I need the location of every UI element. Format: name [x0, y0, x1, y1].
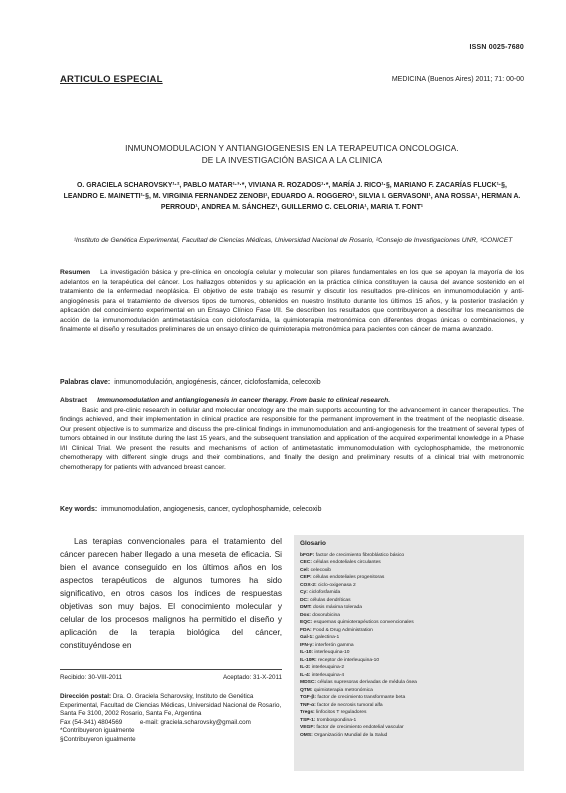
glossary-term: CEP:: [300, 575, 312, 581]
author-list: O. GRACIELA SCHAROVSKY¹·², PABLO MATAR¹·³·*, VIVIANA R. ROZADOS¹·*, MARÍA J. RICO¹·§, MARIANO F. ZACARÍAS FLUCK¹·§, LEANDRO E. MAINETTI¹·§, M. VIRGINIA FERNANDEZ ZENOBI¹, EDUARDO A. ROGGERO¹, SILVIA I. GERVASONI¹, ANA ROSSA¹, HERMAN A. PERROUD¹, ANDREA M. SÁNCHEZ¹, GUILLERMO C. CELORIA¹, MARIA T. FONT¹: [63, 182, 521, 211]
glossary-item: [300, 664, 520, 671]
glossary-term: DMT:: [300, 605, 312, 611]
glossary-item: [300, 567, 520, 574]
glossary-definition: trombospondina-1: [316, 717, 357, 723]
glossary-item: [300, 702, 520, 709]
glossary-definition: células supresoras derivadas de médula ósea: [317, 680, 417, 686]
resumen-text: La investigación básica y pre-clínica en oncología celular y molecular son pilares fundamentales en los que se apoyan la mayoría de los adelantos en la terapéutica del cáncer. Los hallazgos obtenidos y su aplicación en la práctica clínica constituyen la causa del avance sostenido en el tratamiento de la enfermedad neoplásica. El objetivo de este trabajo es resumir y discutir los resultados pre-clínicos en inmunomodulación y anti-angiogénesis para el tratamiento de diversos tipos de tumores, obtenidos en nuestro Instituto durante los últimos 15 años, y la posterior traslación y aplicación del conocimiento experimental en un Ensayo Clínico Fase I/II. Se describen los resultados que contribuyeron a descifrar los mecanismos de acción de la inmunomodulación antimetastásica con ciclofosfamida, la quimioterapia metronómica con diferentes drogas únicas o combinaciones, y finalmente el diseño y resultados preliminares de un ensayo clínico de quimioterapia metronómica para pacientes con cáncer de mama avanzado.: [60, 269, 524, 333]
glossary-term: IFN-γ:: [300, 642, 314, 648]
glossary-term: MDSC:: [300, 680, 317, 686]
key-words-label: Key words:: [60, 506, 98, 513]
glossary-item: [300, 619, 520, 626]
glossary-definition: Food & Drug Administration: [313, 627, 373, 633]
glossary-box: [294, 535, 524, 771]
glossary-definition: interleuquina-10: [314, 650, 350, 656]
glossary-definition: celecoxib: [310, 567, 331, 573]
glossary-item: [300, 709, 520, 716]
glossary-item: [300, 604, 520, 611]
glossary-term: Gal-1:: [300, 635, 314, 641]
glossary-item: [300, 552, 520, 559]
glossary-term: Dox:: [300, 612, 311, 618]
glossary-definition: dosis máxima tolerada: [313, 605, 362, 611]
glossary-definition: esquemas quimioterapéuticos convencionales: [313, 620, 414, 626]
key-words: [60, 505, 524, 515]
glossary-item: [300, 687, 520, 694]
glossary-term: Cy:: [300, 590, 308, 596]
glossary-term: DC:: [300, 597, 309, 603]
glossary-definition: células endoteliales progenitoras: [313, 575, 385, 581]
glossary-term: IL-10:: [300, 650, 314, 656]
glossary-item: [300, 657, 520, 664]
glossary-item: [300, 679, 520, 686]
title-line-1: INMUNOMODULACION Y ANTIANGIOGENESIS EN LA TERAPEUTICA ONCOLOGICA.: [125, 144, 459, 153]
palabras-clave-label: Palabras clave:: [60, 379, 111, 386]
glossary-term: VEGF:: [300, 725, 315, 731]
glossary-item: [300, 694, 520, 701]
article-title: [60, 143, 524, 167]
resumen-block: [60, 268, 524, 335]
email: e-mail: graciela.scharovsky@gmail.com: [139, 718, 251, 726]
glossary-definition: Organización Mundial de la Salud: [314, 732, 388, 738]
section-heading: ARTICULO ESPECIAL: [60, 74, 163, 85]
glossary-item: [300, 642, 520, 649]
body-paragraph: Las terapias convencionales para el tratamiento del cáncer parecen haber llegado a una meseta de eficacia. Si bien el avance conseguido en los últimos años en los aspectos terapéuticos de algunos tumores ha sido significativo, en otros casos los índices de respuestas objetivas son muy bajos. El conocimiento molecular y celular de los procesos malignos ha permitido el diseño y aplicación de la terapia biológica del cáncer, constituyéndose en: [60, 536, 282, 650]
glossary-definition: ciclofosfamida: [309, 590, 341, 596]
glossary-term: FDA:: [300, 627, 312, 633]
glossary-term: Tregs:: [300, 710, 315, 716]
glossary-item: [300, 574, 520, 581]
glossary-definition: receptor de interleuquina-10: [317, 657, 380, 663]
glossary-definition: doxorubicina: [312, 612, 340, 618]
glossary-term: Cel:: [300, 567, 310, 573]
fax: Fax (54-341) 4804569: [60, 718, 123, 726]
glossary-definition: factor de necrosis tumoral alfa: [317, 702, 383, 708]
palabras-clave-text: inmunomodulación, angiogénesis, cáncer, ciclofosfamida, celecoxib: [114, 379, 321, 386]
glossary-definition: interleuquina-4: [311, 672, 345, 678]
glossary-definition: galectina-1: [315, 635, 340, 641]
glossary-item: [300, 732, 520, 739]
glossary-definition: quimioterapia metronómica: [313, 687, 373, 693]
glossary-term: EQC:: [300, 620, 313, 626]
abstract-block: [60, 396, 524, 472]
glossary-item: [300, 559, 520, 566]
glossary-item: [300, 724, 520, 731]
correspondence: [60, 693, 282, 744]
glossary-definition: interferón gamma: [315, 642, 354, 648]
glossary-definition: factor de crecimiento fibroblástico básico: [315, 553, 405, 558]
glossary-title: Glosario: [300, 540, 326, 547]
accepted-date: Aceptado: 31-X-2011: [222, 674, 282, 681]
glossary-term: CEC:: [300, 560, 312, 566]
glossary-item: [300, 627, 520, 634]
glossary-item: [300, 717, 520, 724]
glossary-term: COX-2:: [300, 582, 317, 588]
glossary-item: [300, 612, 520, 619]
glossary-definition: linfocitos T reguladores: [316, 710, 367, 716]
abstract-title: Immunomodulation and antiangiogenesis in cancer therapy. From basic to clinical research.: [97, 397, 391, 404]
journal-citation: MEDICINA (Buenos Aires) 2011; 71: 00-00: [391, 76, 524, 83]
glossary-item: [300, 672, 520, 679]
glossary-term: IL-2:: [300, 665, 311, 671]
glossary-item: [300, 634, 520, 641]
affiliations: ¹Instituto de Genética Experimental, Facultad de Ciencias Médicas, Universidad Nacional de Rosario, ²Consejo de Investigaciones UNR, ³CONICET: [73, 237, 513, 244]
glossary-item: [300, 649, 520, 656]
footnote-equal-1: *Contribuyeron igualmente: [60, 727, 135, 734]
glossary-definition: factor de crecimiento endotelial vascular: [316, 725, 404, 731]
abstract-text: Basic and pre-clinic research in cellular and molecular oncology are the main supports accounting for the advancement in cancer therapeutics. The findings achieved, and their implementation in clinical practice are responsible for the permanent improvement in the treatment of the neoplastic disease. Our present objective is to summarize and discuss the pre-clinical findings in immunomodulation and anti-angiogenesis for the treatment of several types of tumors obtained in our Institute during the last 15 years, and the subsequent translation and application of the acquired experimental knowledge in a Phase I/II Clinical Trial. We present the results and mechanisms of action of antimetastatic immunomodulation with cyclophosphamide, the metronomic chemotherapy with different single drugs and their combinations, and finally the design and preliminary results of a clinical trial with metronomic chemotherapy for patients with advanced breast cancer.: [60, 406, 524, 471]
issn: ISSN 0025-7680: [469, 44, 524, 51]
postal-address: Dra. O. Graciela Scharovsky, Instituto de Genética Experimental, Facultad de Ciencias Médicas, Universidad Nacional de Rosario, Santa Fe 3100, 2002 Rosario, Santa Fe, Argentina: [60, 693, 282, 717]
glossary-definition: interleuquina-2: [311, 665, 345, 671]
glossary-term: OMS:: [300, 732, 313, 738]
glossary-term: IL-10R:: [300, 657, 317, 663]
key-words-text: immunomodulation, angiogenesis, cancer, cyclophosphamide, celecoxib: [101, 506, 322, 513]
glossary-definition: factor de crecimiento transformante beta: [317, 695, 406, 701]
title-line-2: DE LA INVESTIGACIÓN BASICA A LA CLINICA: [201, 156, 383, 165]
glossary-definition: células dendríticas: [310, 597, 351, 603]
glossary-definition: ciclo-oxigenasa 2: [317, 582, 356, 588]
palabras-clave: [60, 378, 524, 388]
postal-label: Dirección postal:: [60, 693, 112, 700]
dates-row: [60, 674, 282, 681]
glossary-item: [300, 597, 520, 604]
glossary-item: [300, 589, 520, 596]
glossary-item: [300, 582, 520, 589]
footnote-equal-2: §Contribuyeron igualmente: [60, 735, 136, 743]
abstract-label: Abstract: [60, 397, 88, 404]
resumen-label: Resumen: [60, 269, 91, 276]
glossary-term: TSP-1:: [300, 717, 316, 723]
received-date: Recibido: 30-VIII-2011: [60, 674, 123, 681]
footer-divider: [60, 669, 282, 670]
glossary-term: IL-4:: [300, 672, 311, 678]
glossary-list: [300, 552, 520, 739]
glossary-term: TNF-α:: [300, 702, 316, 708]
glossary-term: TGF-β:: [300, 695, 317, 701]
glossary-term: QTM:: [300, 687, 313, 693]
glossary-term: bFGF:: [300, 553, 315, 558]
glossary-definition: células endoteliales circulantes: [313, 560, 381, 566]
